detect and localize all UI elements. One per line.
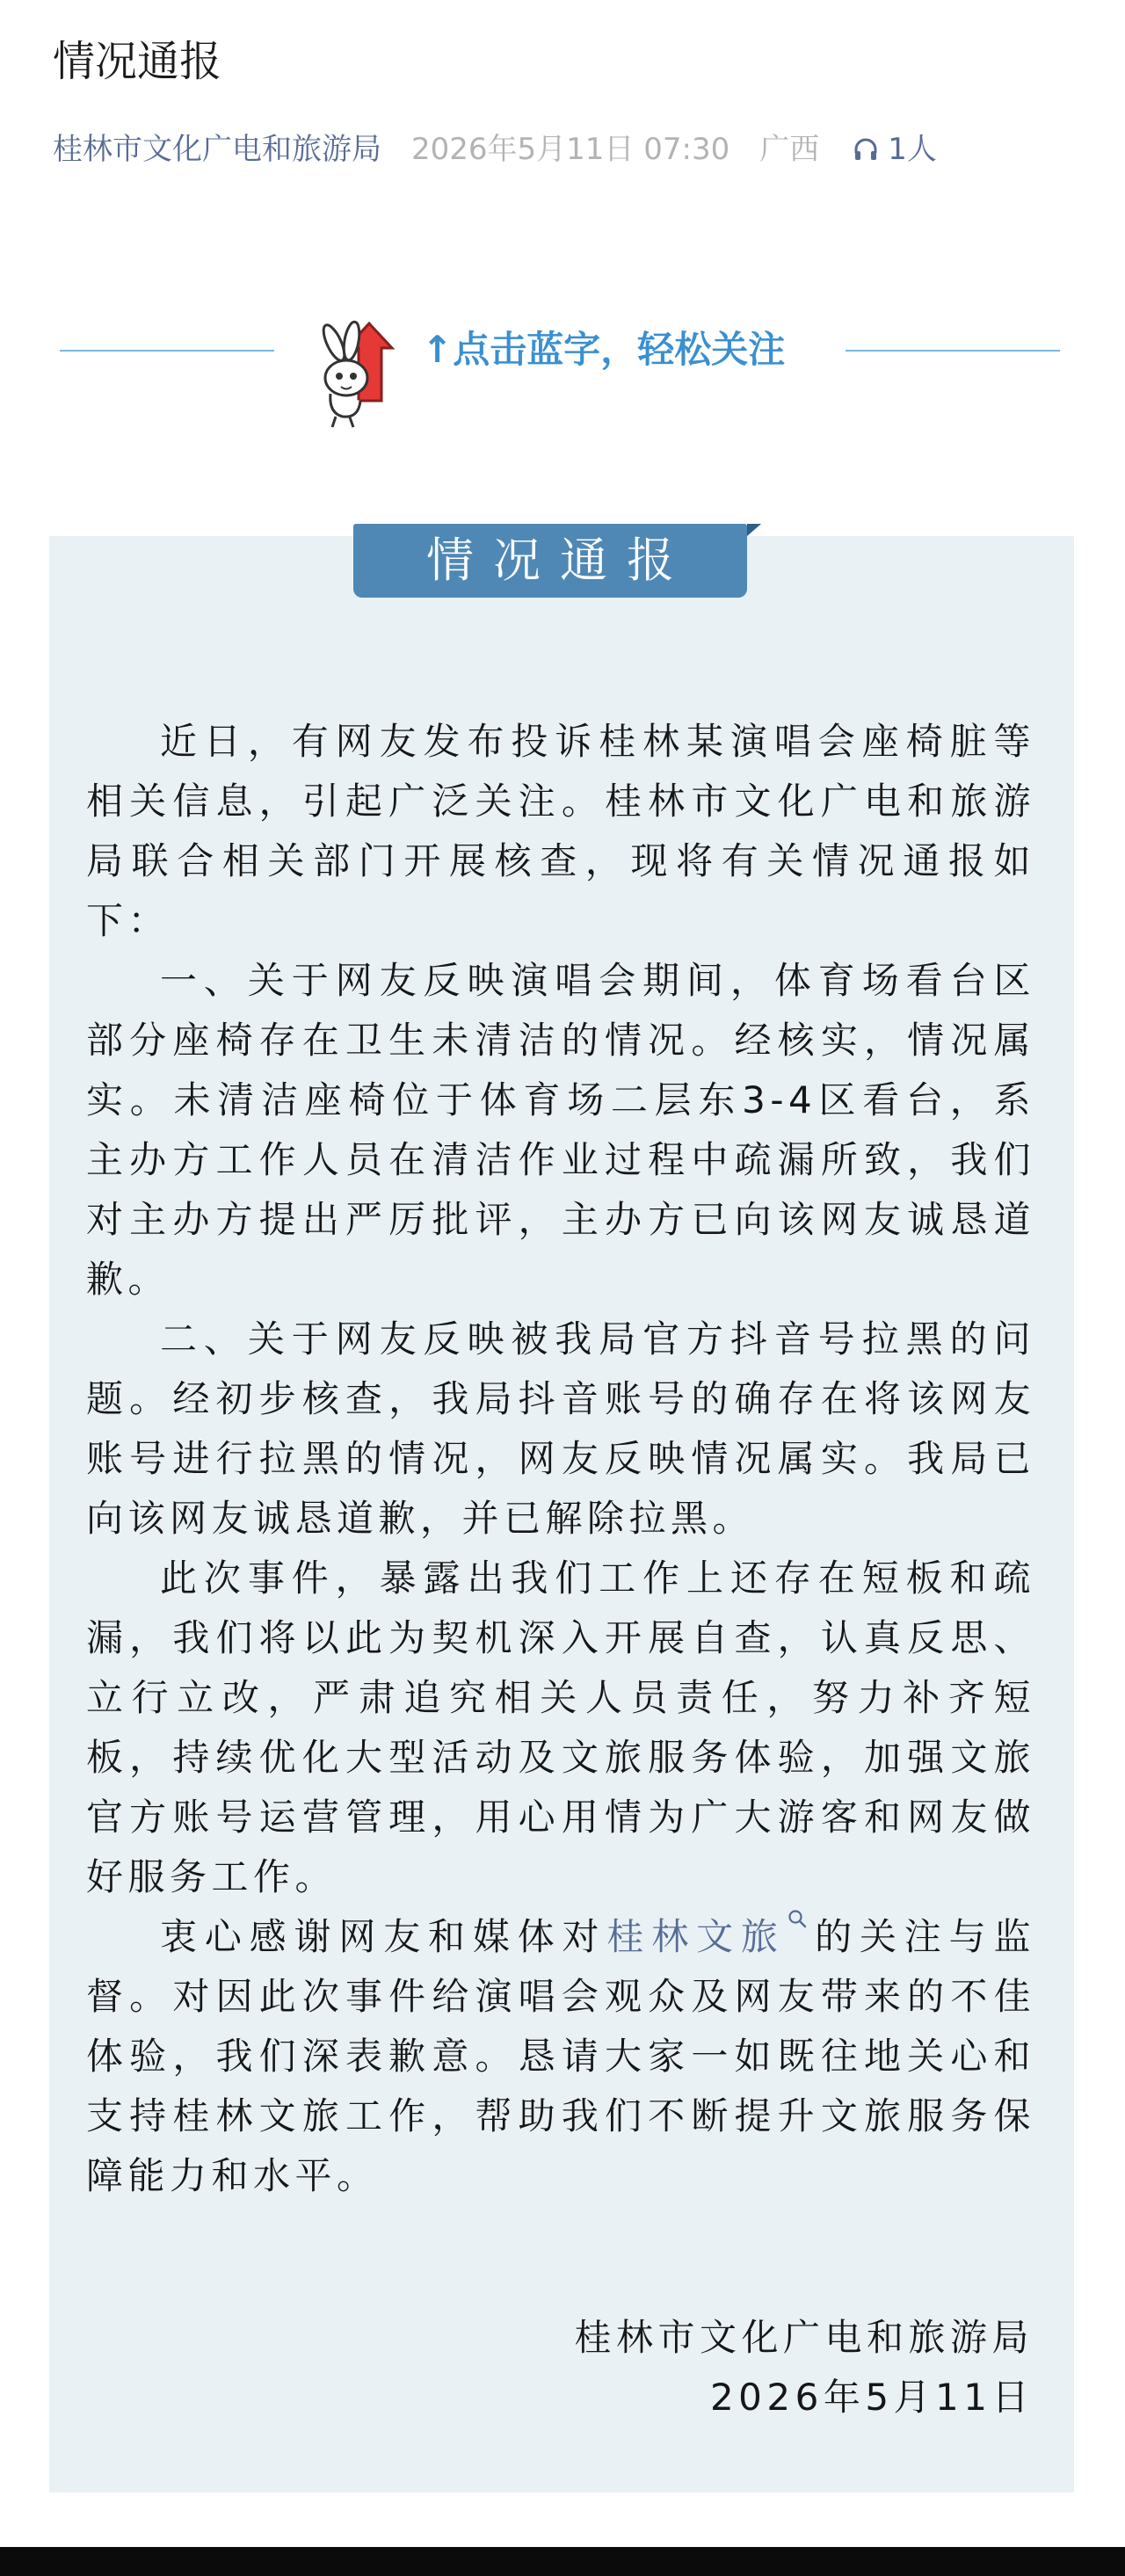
notice-body <box>86 712 1035 2206</box>
publish-date: 2026年5月11日 07:30 <box>411 132 730 167</box>
rabbit-mascot-icon <box>304 316 410 443</box>
notice-header-fold <box>747 524 761 536</box>
article-meta <box>53 130 937 169</box>
thanks-text-after: 的关注与监督。对因此次事件给演唱会观众及网友带来的不佳体验，我们深表歉意。恳请大家一如既往地关心和支持桂林文旅工作，帮助我们不断提升文旅服务保障能力和水平。 <box>86 1915 1035 2197</box>
follow-banner[interactable] <box>0 316 1125 439</box>
notice-header: 情况通报 <box>353 524 747 598</box>
listen-button[interactable] <box>853 130 937 169</box>
guilin-tourism-link-label: 桂林文旅 <box>606 1915 786 1958</box>
notice-paragraph: 此次事件，暴露出我们工作上还存在短板和疏漏，我们将以此为契机深入开展自查，认真反思、立行立改，严肃追究相关人员责任，努力补齐短板，持续优化大型活动及文旅服务体验，加强文旅官方账号运营管理，用心用情为广大游客和网友做好服务工作。 <box>86 1556 1035 1898</box>
search-icon <box>788 1909 807 1928</box>
signature-date: 2026年5月11日 <box>709 2376 1034 2419</box>
divider-line-right <box>846 350 1060 352</box>
listener-count: 1人 <box>888 132 937 167</box>
notice-paragraph: 二、关于网友反映被我局官方抖音号拉黑的问题。经初步核查，我局抖音账号的确存在将该网友账号进行拉黑的情况，网友反映情况属实。我局已向该网友诚恳道歉，并已解除拉黑。 <box>86 1317 1035 1540</box>
follow-prompt[interactable]: ↑点击蓝字，轻松关注 <box>422 328 786 371</box>
thanks-text-before: 衷心感谢网友和媒体对 <box>160 1915 607 1958</box>
notice-box <box>49 533 1074 2493</box>
notice-paragraph: 一、关于网友反映演唱会期间，体育场看台区部分座椅存在卫生未清洁的情况。经核实，情况属实。未清洁座椅位于体育场二层东3-4区看台，系主办方工作人员在清洁作业过程中疏漏所致，我们对主办方提出严厉批评，主办方已向该网友诚恳道歉。 <box>86 959 1035 1301</box>
page-title: 情况通报 <box>53 37 222 86</box>
notice-paragraph-thanks <box>86 1907 1035 2206</box>
signature-organization: 桂林市文化广电和旅游局 <box>574 2316 1034 2359</box>
guilin-tourism-link[interactable] <box>606 1915 811 1958</box>
publish-region: 广西 <box>759 132 820 167</box>
divider-line-left <box>60 350 274 352</box>
notice-paragraph: 近日，有网友发布投诉桂林某演唱会座椅脏等相关信息，引起广泛关注。桂林市文化广电和旅游局联合相关部门开展核查，现将有关情况通报如下： <box>86 720 1035 942</box>
headphones-icon <box>853 136 879 163</box>
bottom-bar <box>0 2547 1125 2576</box>
author-link[interactable]: 桂林市文化广电和旅游局 <box>53 132 381 167</box>
